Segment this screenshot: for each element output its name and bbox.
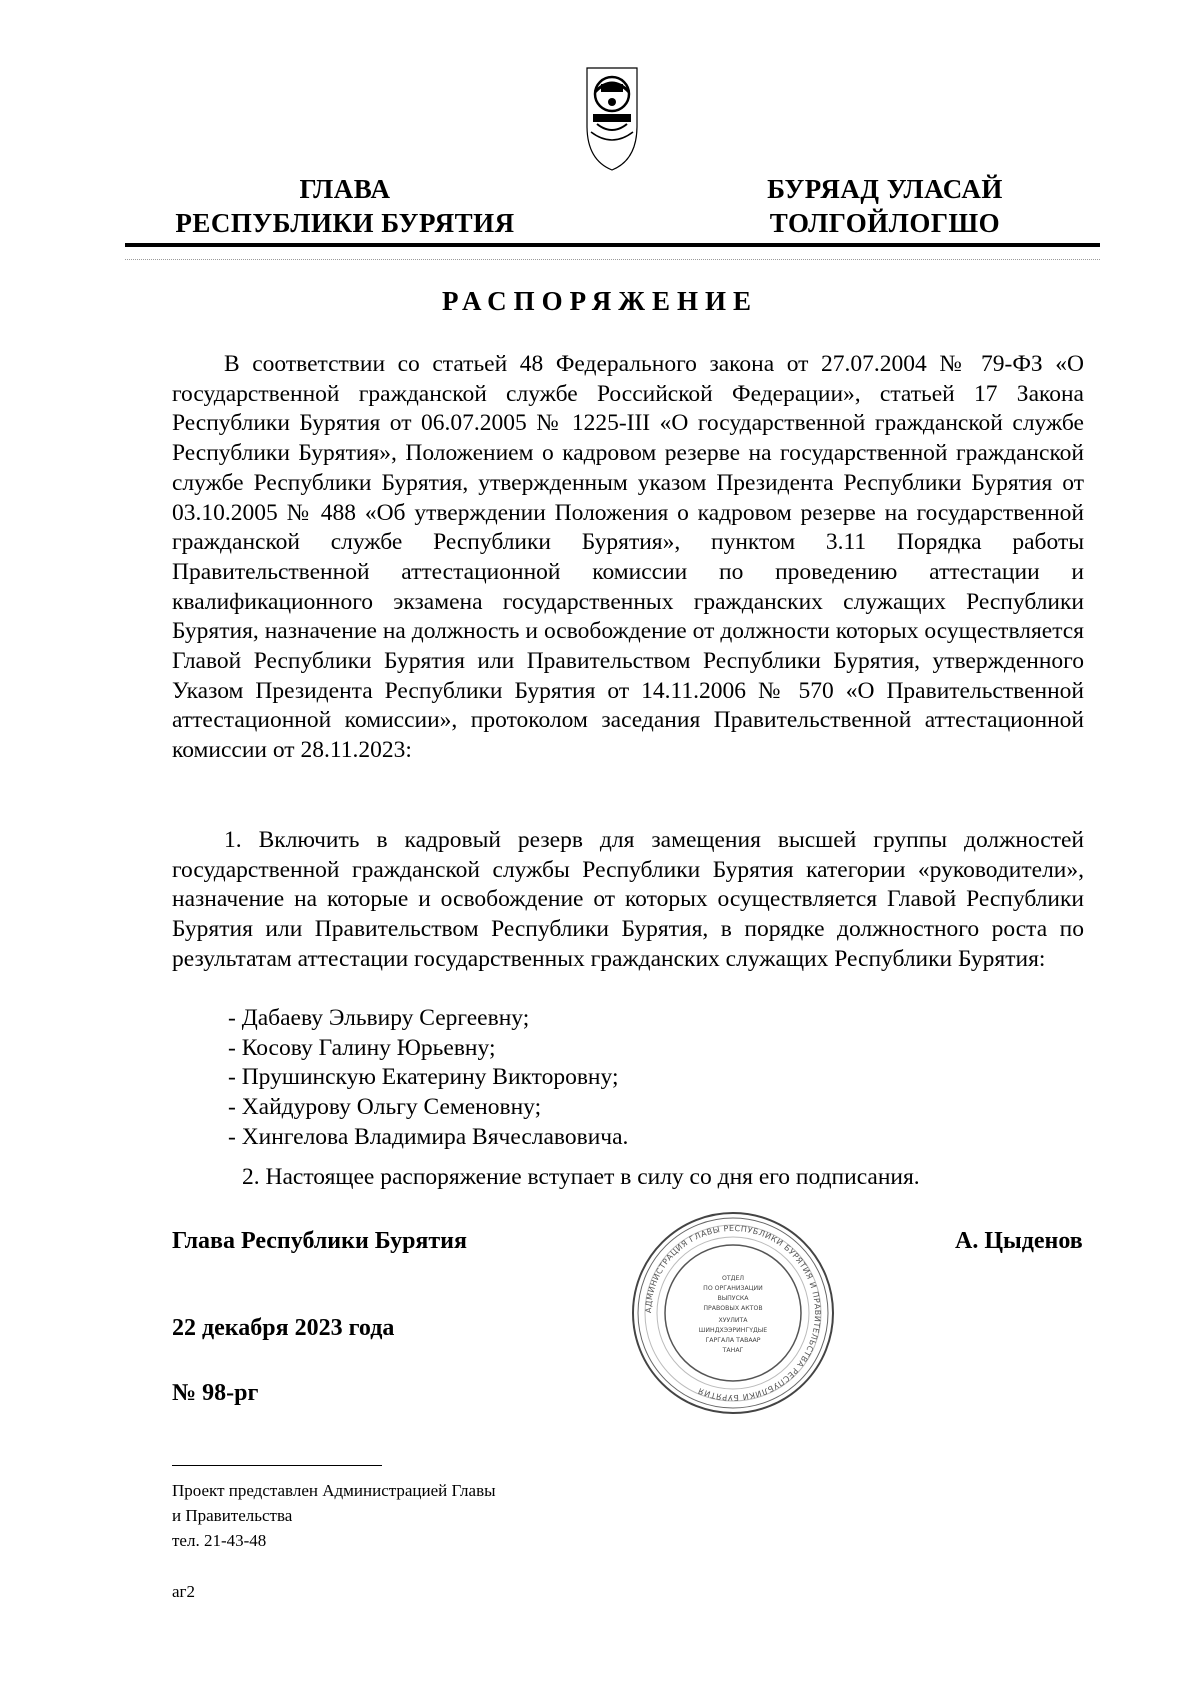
issuer-name-buryat — [730, 172, 1040, 240]
issuer-name-russian — [150, 172, 540, 240]
coat-of-arms-emblem — [583, 62, 641, 174]
svg-text:ВЫПУСКА: ВЫПУСКА — [717, 1295, 749, 1302]
list-item: - Прушинскую Екатерину Викторовну; — [228, 1064, 619, 1091]
signatory-name: А. Цыденов — [955, 1228, 1083, 1254]
signatory-title: Глава Республики Бурятия — [172, 1228, 467, 1254]
footnote-line: и Правительства — [172, 1506, 293, 1525]
official-seal-stamp — [630, 1210, 836, 1416]
svg-text:ПО ОРГАНИЗАЦИИ: ПО ОРГАНИЗАЦИИ — [703, 1285, 763, 1292]
svg-text:ТАНАГ: ТАНАГ — [722, 1347, 744, 1354]
svg-text:ГАРГАЛА ТАВААР: ГАРГАЛА ТАВААР — [705, 1337, 761, 1344]
list-item: - Дабаеву Эльвиру Сергеевну; — [228, 1005, 530, 1031]
document-title: РАСПОРЯЖЕНИЕ — [441, 286, 759, 316]
list-item: - Хингелова Владимира Вячеславовича. — [228, 1123, 629, 1150]
issuer-buryat-line1: БУРЯАД УЛАСАЙ — [767, 174, 1003, 204]
issuer-line1: ГЛАВА — [299, 174, 391, 204]
svg-text:ПРАВОВЫХ АКТОВ: ПРАВОВЫХ АКТОВ — [703, 1305, 763, 1312]
footnote-divider — [172, 1465, 382, 1466]
footnote-line: Проект представлен Администрацией Главы — [172, 1481, 496, 1500]
svg-text:ШИНДХЭЭРИНГҮДЫЕ: ШИНДХЭЭРИНГҮДЫЕ — [698, 1327, 768, 1334]
list-item: - Косову Галину Юрьевну; — [228, 1034, 496, 1061]
seal-ring-text: АДМИНИСТРАЦИЯ ГЛАВЫ РЕСПУБЛИКИ БУРЯТИЯ И ПРАВИТЕЛЬСТВА РЕСПУБЛИКИ БУРЯТИЯ — [643, 1223, 823, 1403]
persons-list — [228, 1004, 628, 1153]
item-2-paragraph: 2. Настоящее распоряжение вступает в силу со дня его подписания. — [242, 1164, 920, 1190]
item-1-paragraph: 1. Включить в кадровый резерв для замещения высшей группы должностей государственной гражданской службы Республики Бурятия категории «руководители», назначение на которые и освобождение от которых осуществляется Главой Республики Бурятия или Правительством Республики Бурятия, в порядке должностного роста по результатам аттестации государственных гражданских служащих Республики Бурятия: — [172, 827, 1084, 972]
footnote-phone: тел. 21-43-48 — [172, 1531, 267, 1550]
issuer-line2: РЕСПУБЛИКИ БУРЯТИЯ — [175, 208, 515, 238]
svg-text:ОТДЕЛ: ОТДЕЛ — [721, 1275, 745, 1282]
preamble-paragraph: В соответствии со статьей 48 Федерального закона от 27.07.2004 № 79-ФЗ «О государственной гражданской службе Российской Федерации», статьей 17 Закона Республики Бурятия от 06.07.2005 № 1225-III «О государственной гражданской службе Республики Бурятия», Положением о кадровом резерве на государственной гражданской службе Республики Бурятия, утвержденным указом Президента Республики Бурятия от 03.10.2005 № 488 «Об утверждении Положения о кадровом резерве на государственной гражданской службе Республики Бурятия», пунктом 3.11 Порядка работы Правительственной аттестационной комиссии по проведению аттестации и квалификационного экзамена государственных гражданских служащих Республики Бурятия, назначение на должность и освобождение от должности которых осуществляется Главой Республики Бурятия или Правительством Республики Бурятия, утвержденного Указом Президента Республики Бурятия от 14.11.2006 № 570 «О Правительственной аттестационной комиссии», протоколом заседания Правительственной аттестационной комиссии от 28.11.2023: — [172, 351, 1084, 764]
header-divider-thin — [125, 259, 1100, 260]
footnote — [172, 1478, 496, 1553]
executor-code: аг2 — [172, 1582, 196, 1601]
document-date: 22 декабря 2023 года — [172, 1315, 395, 1341]
issuer-buryat-line2: ТОЛГОЙЛОГШО — [769, 208, 1001, 238]
svg-text:ХУУЛИТА: ХУУЛИТА — [718, 1317, 748, 1324]
list-item: - Хайдурову Ольгу Семеновну; — [228, 1094, 542, 1121]
document-number: № 98-рг — [172, 1380, 259, 1406]
header-divider-thick — [125, 243, 1100, 247]
